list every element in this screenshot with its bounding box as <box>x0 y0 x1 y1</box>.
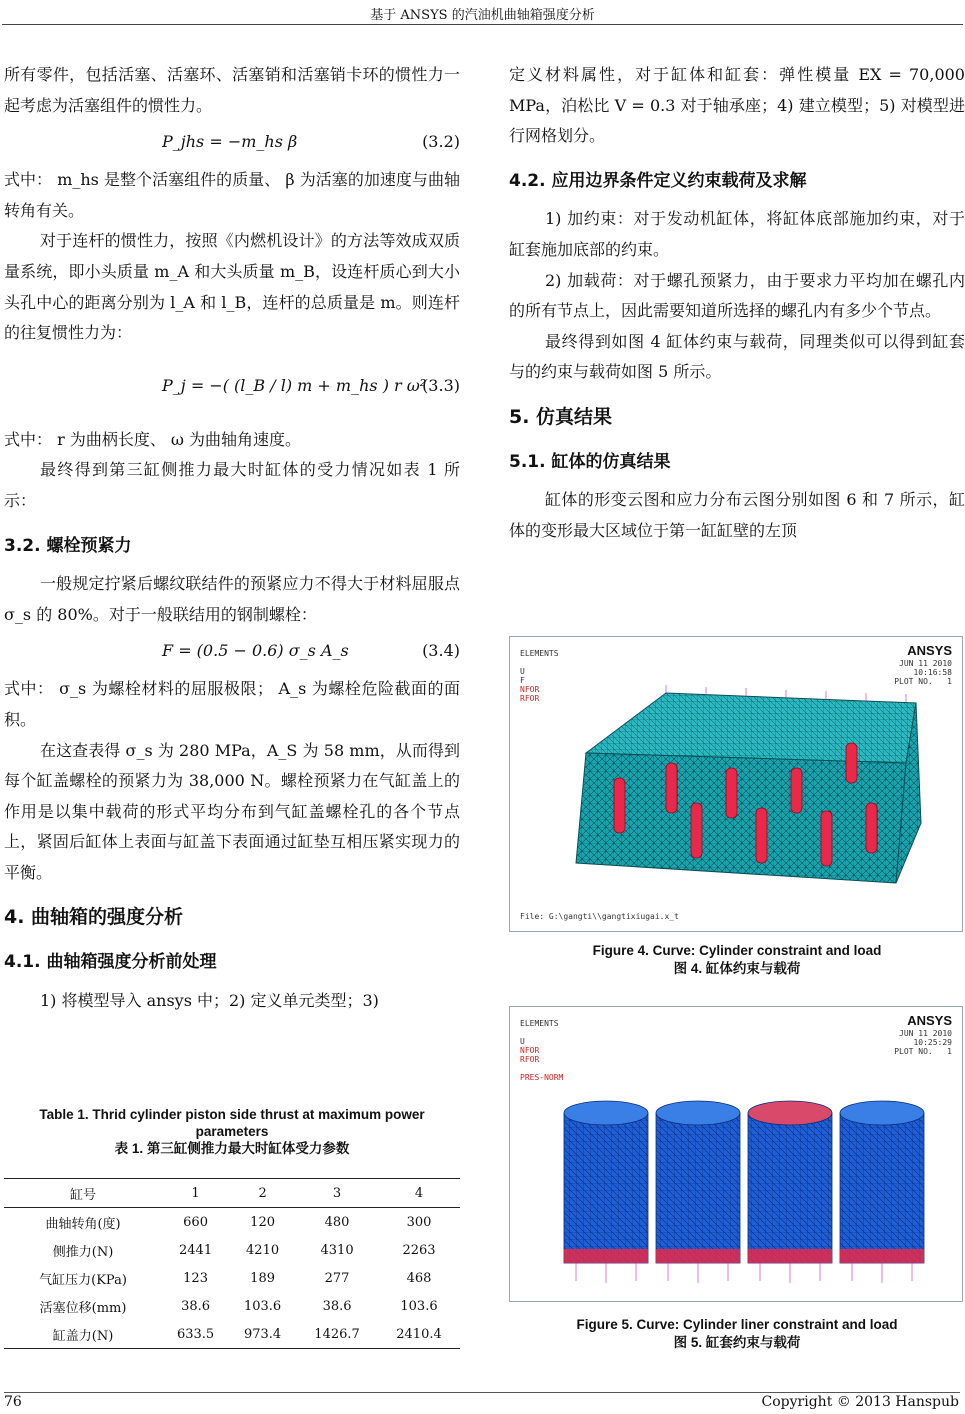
table-cell: 气缸压力(KPa) <box>39 1272 127 1288</box>
figure-4-caption-cn: 图 4. 缸体约束与载荷 <box>673 961 801 976</box>
table-cell: 2263 <box>402 1242 436 1258</box>
table-row <box>4 1236 460 1264</box>
section-heading-4: 4. 曲轴箱的强度分析 <box>4 906 184 929</box>
equation-number: (3.2) <box>422 132 460 152</box>
equation-3-2 <box>4 127 460 159</box>
table-cell: 277 <box>324 1270 350 1286</box>
table-cell: 189 <box>250 1270 275 1286</box>
table-cell: 633.5 <box>176 1326 215 1342</box>
figure-4-frame <box>509 636 963 932</box>
table-cell: 120 <box>250 1214 275 1230</box>
table-row <box>4 1264 460 1292</box>
equation-text: P_jhs = −m_hs β <box>162 132 298 152</box>
table-cell: 973.4 <box>243 1326 282 1342</box>
table-header-cell: 3 <box>332 1185 342 1201</box>
table-cell: 2410.4 <box>396 1326 442 1342</box>
running-header: 基于 ANSYS 的汽油机曲轴箱强度分析 <box>370 8 595 23</box>
table-header-cell: 1 <box>191 1185 200 1201</box>
paragraph: 式中： r 为曲柄长度、 ω 为曲轴角速度。 <box>4 429 302 449</box>
table-header-cell: 4 <box>414 1185 424 1201</box>
table-cell: 1426.7 <box>314 1326 360 1342</box>
table-row <box>4 1208 460 1237</box>
data-table <box>4 1178 460 1349</box>
paragraph: 缸体的形变云图和应力分布云图分别如图 6 和 7 所示，缸体的变形最大区域位于第一缸缸壁的左顶 <box>509 490 965 540</box>
figure-4-caption <box>509 942 965 978</box>
equation-3-3 <box>4 355 460 419</box>
figure-4-canvas <box>516 643 956 925</box>
table-cell: 缸盖力(N) <box>52 1328 114 1344</box>
table-header-cell: 2 <box>258 1185 267 1201</box>
figure-5-caption-en: Figure 5. Curve: Cylinder liner constraint and load <box>576 1317 898 1332</box>
section-heading-5-1: 5.1. 缸体的仿真结果 <box>509 451 671 472</box>
paragraph: 一般规定拧紧后螺纹联结件的预紧应力不得大于材料屈服点 σ_s 的 80%。对于一般联结用的钢制螺栓： <box>4 574 460 624</box>
section-heading-5: 5. 仿真结果 <box>509 405 613 428</box>
table-cell: 103.6 <box>243 1298 282 1314</box>
equation-text: F = (0.5 − 0.6) σ_s A_s <box>162 641 349 661</box>
ansys-logo: ANSYS <box>907 643 952 658</box>
table-cell: 123 <box>183 1270 208 1286</box>
table-cell: 活塞位移(mm) <box>39 1300 127 1316</box>
footer-rule <box>4 1392 960 1393</box>
equation-3-4 <box>4 636 460 668</box>
left-column <box>4 60 460 1016</box>
table-row <box>4 1320 460 1349</box>
figure-4-timestamp: JUN 11 2010 10:16:58 PLOT NO. 1 <box>894 659 952 686</box>
figure-5-frame <box>509 1006 963 1302</box>
paragraph: 定义材料属性，对于缸体和缸套：弹性模量 EX = 70,000 MPa，泊松比 V = 0.3 对于轴承座；4) 建立模型；5) 对模型进行网格划分。 <box>509 65 965 146</box>
figure-5-caption <box>509 1316 965 1352</box>
table-title <box>4 1106 460 1157</box>
table-title-en: Table 1. Thrid cylinder piston side thrust at maximum power parameters <box>39 1107 425 1139</box>
equation-number: (3.4) <box>422 641 460 661</box>
table-cell: 38.6 <box>322 1298 352 1314</box>
paragraph: 1) 加约束：对于发动机缸体，将缸体底部施加约束，对于缸套施加底部的约束。 <box>509 209 965 259</box>
paragraph: 2) 加载荷：对于螺孔预紧力，由于要求力平均加在螺孔内的所有节点上，因此需要知道所选择的螺孔内有多少个节点。 <box>509 270 965 321</box>
table-cell: 468 <box>406 1270 432 1286</box>
figure-4-caption-en: Figure 4. Curve: Cylinder constraint and load <box>592 943 882 958</box>
figure-5-canvas <box>516 1013 956 1295</box>
paragraph: 式中： σ_s 为螺栓材料的屈服极限； A_s 为螺栓危险截面的面积。 <box>4 679 460 729</box>
paragraph: 所有零件，包括活塞、活塞环、活塞销和活塞销卡环的惯性力一起考虑为活塞组件的惯性力。 <box>4 65 460 115</box>
table-cell: 480 <box>324 1214 350 1230</box>
table-title-cn: 表 1. 第三缸侧推力最大时缸体受力参数 <box>114 1141 350 1156</box>
cylinder-liners-mesh-render <box>556 1099 936 1289</box>
equation-number: (3.3) <box>422 375 460 395</box>
copyright-notice: Copyright © 2013 Hanspub <box>761 1394 959 1410</box>
figure-5-caption-cn: 图 5. 缸套约束与载荷 <box>673 1335 801 1350</box>
header-rule <box>2 24 963 25</box>
figure-5-legend: ELEMENTS U NFOR RFOR PRES-NORM <box>520 1019 564 1082</box>
paragraph: 式中： m_hs 是整个活塞组件的质量、 β 为活塞的加速度与曲轴转角有关。 <box>4 170 460 220</box>
table-cell: 4210 <box>246 1242 280 1258</box>
table-cell: 侧推力(N) <box>52 1244 114 1260</box>
paragraph: 1) 将模型导入 ansys 中；2) 定义单元类型；3) <box>40 990 379 1010</box>
paragraph: 最终得到第三缸侧推力最大时缸体的受力情况如表 1 所示： <box>4 460 460 510</box>
figure-4-legend: ELEMENTS U F NFOR RFOR <box>520 649 559 703</box>
table-row <box>4 1292 460 1320</box>
section-heading-4-2: 4.2. 应用边界条件定义约束载荷及求解 <box>509 170 807 191</box>
table-cell: 曲轴转角(度) <box>45 1216 121 1232</box>
paragraph: 对于连杆的惯性力，按照《内燃机设计》的方法等效成双质量系统，即小头质量 m_A 和大头质量 m_B，设连杆质心到大小头孔中心的距离分别为 l_A 和 l_B，连杆的总质量是 m。则连杆的往复惯性力为： <box>4 231 460 343</box>
table-cell: 103.6 <box>400 1298 438 1314</box>
right-column <box>509 60 965 546</box>
paragraph: 最终得到如图 4 缸体约束与载荷，同理类似可以得到缸套与的约束与载荷如图 5 所示。 <box>509 331 965 382</box>
table-cell: 660 <box>183 1214 208 1230</box>
engine-block-mesh-render <box>566 683 926 903</box>
table-cell: 4310 <box>320 1242 354 1258</box>
table-header-row <box>4 1179 460 1208</box>
paragraph: 在这查表得 σ_s 为 280 MPa，A_S 为 58 mm，从而得到每个缸盖螺栓的预紧力为 38,000 N。螺栓预紧力在气缸盖上的作用是以集中载荷的形式平均分布到气缸盖螺栓孔的各个节点上，紧固后缸体上表面与缸盖下表面通过缸垫互相压紧实现力的平衡。 <box>4 740 460 882</box>
figure-4-file-path: File: G:\gangti\\gangtixiugai.x_t <box>520 912 679 921</box>
table-cell: 300 <box>406 1214 432 1230</box>
table-header-cell: 缸号 <box>70 1187 97 1203</box>
equation-text: P_j = −( (l_B / l) m + m_hs ) r ω² <box>162 375 427 395</box>
section-heading-3-2: 3.2. 螺栓预紧力 <box>4 535 132 556</box>
figure-5-timestamp: JUN 11 2010 10:25:29 PLOT NO. 1 <box>894 1029 952 1056</box>
section-heading-4-1: 4.1. 曲轴箱强度分析前处理 <box>4 952 217 973</box>
table-cell: 2441 <box>179 1242 213 1258</box>
page-number: 76 <box>4 1394 22 1410</box>
table-cell: 38.6 <box>181 1298 211 1314</box>
ansys-logo: ANSYS <box>907 1013 952 1028</box>
